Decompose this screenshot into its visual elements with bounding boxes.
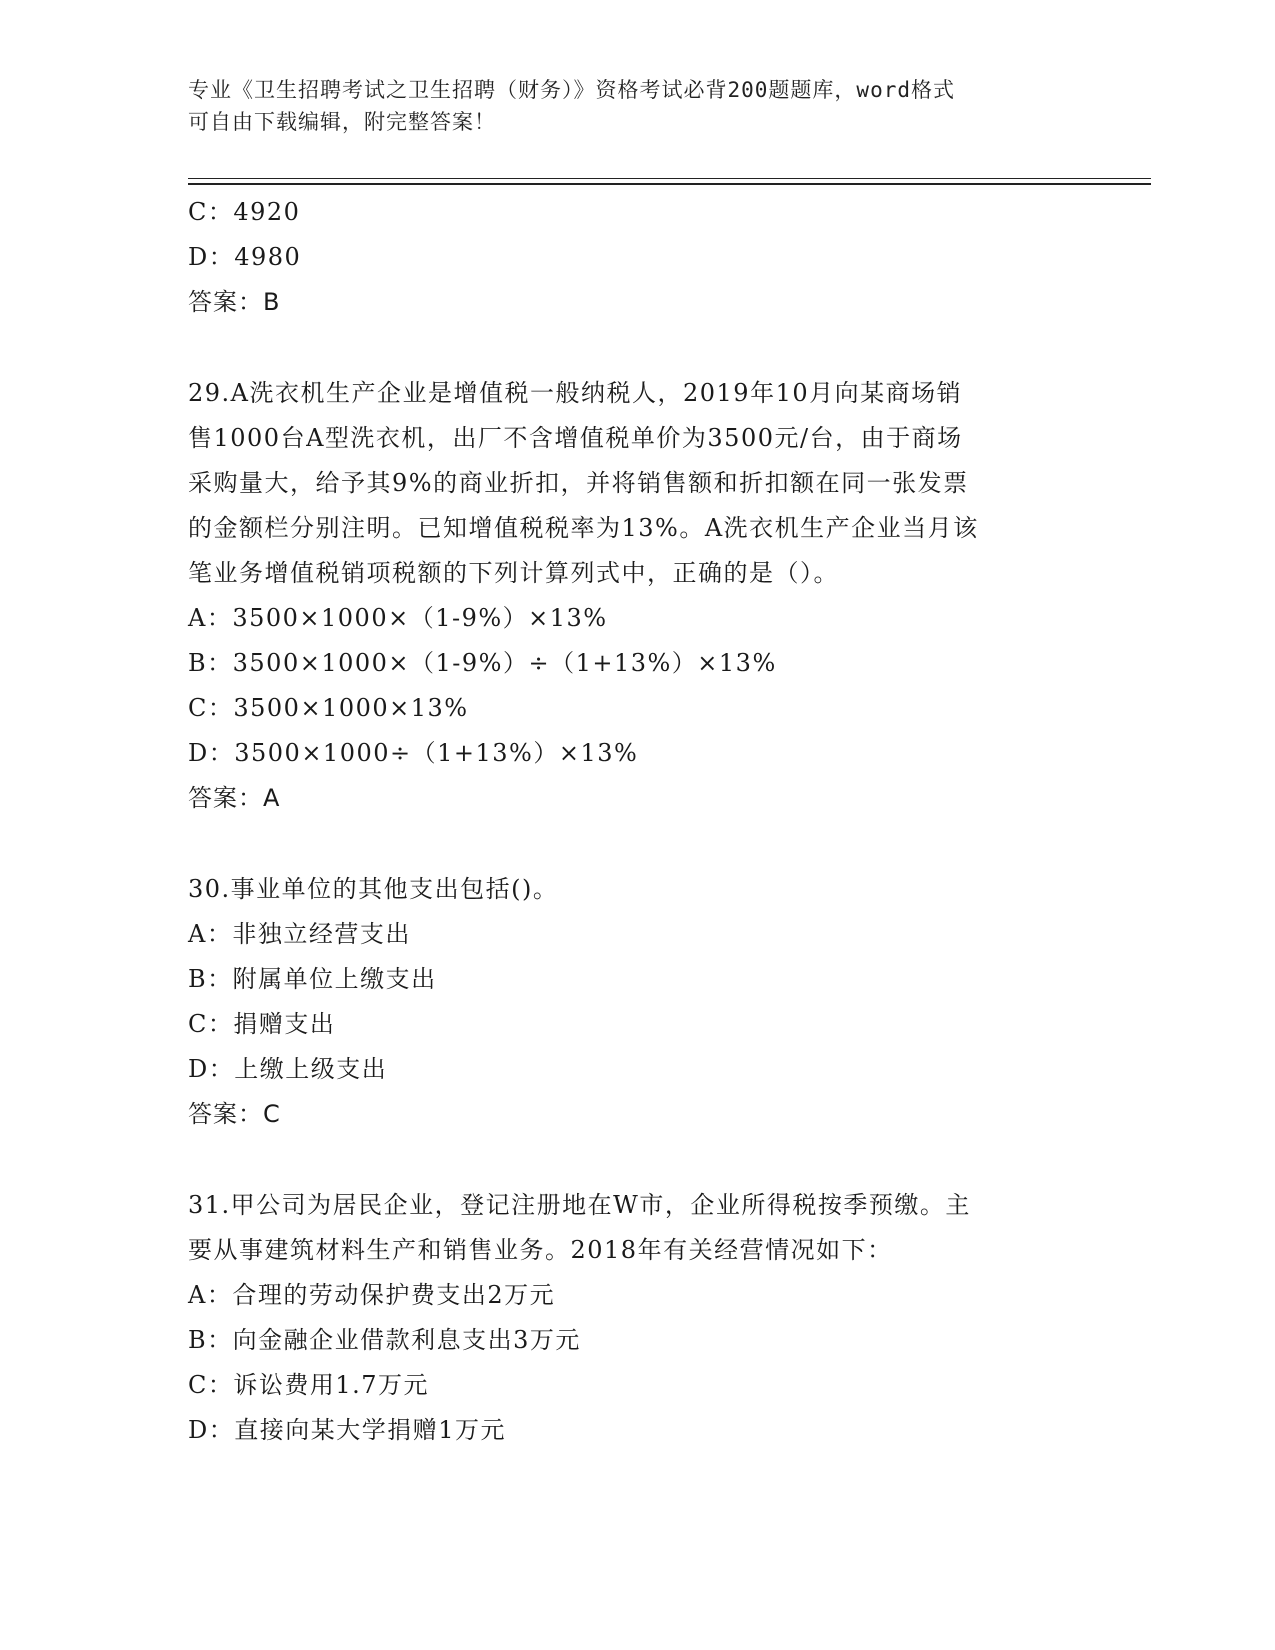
answer-line: 答案：A [188,784,281,812]
option-d: D：直接向某大学捐赠1万元 [188,1416,507,1444]
option-c: C：捐赠支出 [188,1010,336,1038]
option-b: B：附属单位上缴支出 [188,965,437,993]
spacer [188,325,1078,371]
question-stem [188,1183,1078,1273]
header-line-2: 可自由下载编辑，附完整答案！ [188,110,496,134]
header-line-1: 专业《卫生招聘考试之卫生招聘（财务）》资格考试必背200题题库，word格式 [188,78,955,102]
header-divider-thick [188,183,1151,185]
stem-line: 的金额栏分别注明。已知增值税税率为13%。A洗衣机生产企业当月该 [188,514,979,542]
option-a: A：3500×1000×（1-9%）×13% [188,604,608,632]
option-d: D：上缴上级支出 [188,1055,388,1083]
header-divider-thin [188,178,1151,179]
stem-line: 要从事建筑材料生产和销售业务。2018年有关经营情况如下： [188,1236,893,1264]
spacer [188,821,1078,867]
stem-line: 29.A洗衣机生产企业是增值税一般纳税人，2019年10月向某商场销 [188,379,963,407]
previous-question [188,190,1078,325]
option-c: C：3500×1000×13% [188,694,469,722]
question-stem [188,867,1078,912]
option-d: D：3500×1000÷（1+13%）×13% [188,739,639,767]
stem-line: 售1000台A型洗衣机，出厂不含增值税单价为3500元/台，由于商场 [188,424,963,452]
stem-line: 采购量大，给予其9%的商业折扣，并将销售额和折扣额在同一张发票 [188,469,969,497]
stem-line: 30.事业单位的其他支出包括()。 [188,875,559,903]
question-content [188,190,1078,1453]
answer-line: 答案：B [188,288,281,316]
option-a: A：合理的劳动保护费支出2万元 [188,1281,556,1309]
question-31 [188,1183,1078,1453]
question-stem [188,371,1078,596]
option-a: A：非独立经营支出 [188,920,411,948]
option-c: C：诉讼费用1.7万元 [188,1371,430,1399]
page-header [188,74,1068,138]
option-d: D：4980 [188,243,302,271]
option-b: B：向金融企业借款利息支出3万元 [188,1326,581,1354]
question-29 [188,371,1078,821]
question-30 [188,867,1078,1137]
answer-line: 答案：C [188,1100,281,1128]
option-c: C：4920 [188,198,301,226]
stem-line: 31.甲公司为居民企业，登记注册地在W市，企业所得税按季预缴。主 [188,1191,971,1219]
option-b: B：3500×1000×（1-9%）÷（1+13%）×13% [188,649,777,677]
spacer [188,1137,1078,1183]
stem-line: 笔业务增值税销项税额的下列计算列式中，正确的是（）。 [188,559,839,587]
